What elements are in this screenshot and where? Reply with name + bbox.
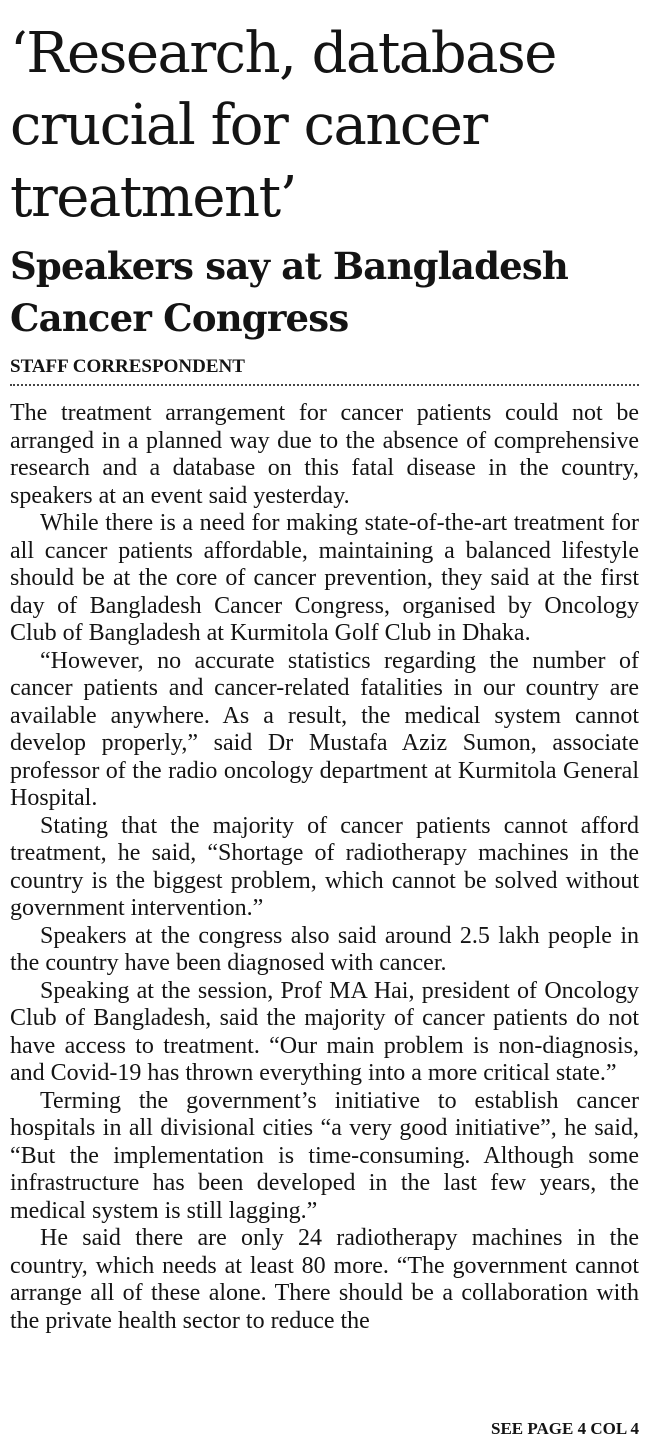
byline: STAFF CORRESPONDENT — [10, 356, 245, 377]
paragraph: Stating that the majority of cancer patients cannot afford treatment, he said, “Shortage of radiotherapy machines in the country is the biggest problem, which cannot be solved without government intervention.” — [10, 812, 639, 921]
continuation-jump-line: SEE PAGE 4 COL 4 — [491, 1419, 639, 1438]
paragraph: Speakers at the congress also said around 2.5 lakh people in the country have been diagnosed with cancer. — [10, 922, 639, 976]
paragraph: He said there are only 24 radiotherapy machines in the country, which needs at least 80 more. “The government cannot arrange all of these alone. There should be a collaboration with the private health sector to reduce the — [10, 1225, 639, 1334]
news-article — [10, 18, 639, 1335]
subheadline: Speakers say at Bangladesh Cancer Congress — [10, 244, 569, 340]
paragraph: The treatment arrangement for cancer patients could not be arranged in a planned way due to the absence of comprehensive research and a database on this fatal disease in the country, speakers at an event said yesterday. — [10, 400, 639, 509]
paragraph: Speaking at the session, Prof MA Hai, president of Oncology Club of Bangladesh, said the majority of cancer patients do not have access to treatment. “Our main problem is non-diagnosis, and Covid-19 has thrown everything into a more critical state.” — [10, 977, 639, 1086]
dotted-divider — [10, 384, 639, 386]
article-body — [10, 400, 639, 1335]
paragraph: Terming the government’s initiative to establish cancer hospitals in all divisional cities “a very good initiative”, he said, “But the implementation is time-consuming. Although some infrastructure has been developed in the last few years, the medical system is still lagging.” — [10, 1087, 639, 1224]
paragraph: While there is a need for making state-of-the-art treatment for all cancer patients affordable, maintaining a balanced lifestyle should be at the core of cancer prevention, they said at the first day of Bangladesh Cancer Congress, organised by Oncology Club of Bangladesh at Kurmitola Golf Club in Dhaka. — [10, 510, 639, 646]
paragraph: “However, no accurate statistics regarding the number of cancer patients and cancer-related fatalities in our country are available anywhere. As a result, the medical system cannot develop properly,” said Dr Mustafa Aziz Sumon, associate professor of the radio oncology department at Kurmitola General Hospital. — [10, 647, 639, 811]
headline: ‘Research, database crucial for cancer treatment’ — [10, 21, 556, 230]
